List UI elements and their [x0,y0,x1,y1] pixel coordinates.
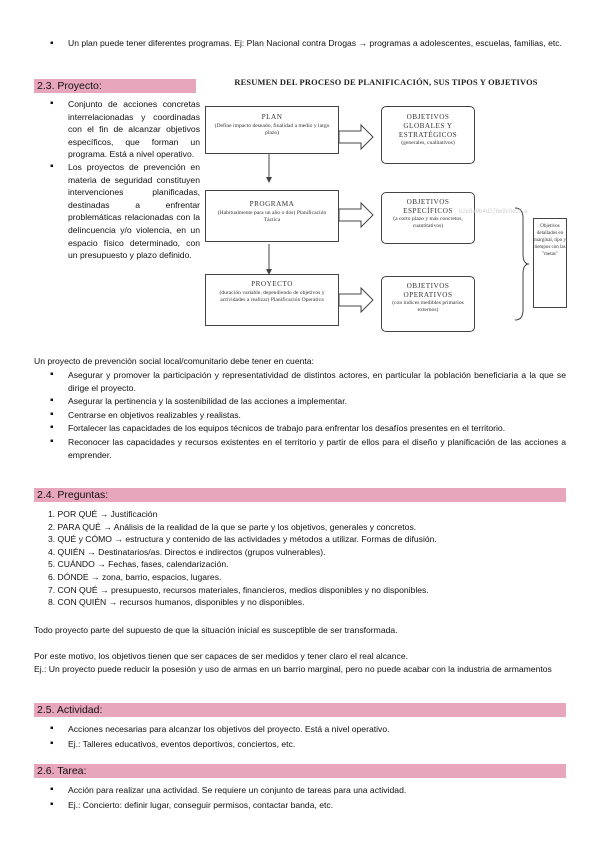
planning-diagram [205,78,567,354]
cuenta-list [50,369,566,461]
list-item: ▪ Reconocer las capacidades y recursos existentes en el territorio y partir de ellos para el diseño y planificación de las acciones a emprender. [50,436,566,461]
list-item: ▪ Acciones necesarias para alcanzar los objetivos del proyecto. Está a nivel operativo. [50,723,566,736]
plan-title: PLAN [261,113,283,121]
list-item: ▪ Asegurar y promover la participación y representatividad de distintos actores, en particular la población beneficiaria a la que se dirige el proyecto. [50,369,566,394]
proyecto-subtitle: (duración variable, dependiendo de objetivos y actividades a realizar) Planificación Operativa [219,290,325,303]
objetivos-especificos-box [381,192,475,244]
list-item: 6. DÓNDE → zona, barrio, espacios, lugares. [48,571,222,582]
diagram-title: RESUMEN DEL PROCESO DE PLANIFICACIÓN, SUS TIPOS Y OBJETIVOS [234,78,538,87]
tarea-list [50,784,566,811]
list-item: 1. POR QUÉ → Justificación [48,509,158,519]
list-item: 4. QUIÉN → Destinatarios/as. Directos e indirectos (grupos vulnerables). [48,546,326,557]
intro-list [50,37,566,51]
list-item: 5. CUÁNDO → Fechas, fases, calendarización. [48,559,229,570]
side-note-text: Objetivos detallados en marginal, tipo y tiempos con las "metas" [534,224,566,257]
objetivos-globales-subtitle: (generales, cualitativos) [401,140,455,146]
proyecto-list [50,98,200,262]
programa-box [205,190,339,242]
intro-bullet: ▪ Un plan puede tener diferentes programas. Ej: Plan Nacional contra Drogas → programas a adolescentes, escuelas, familias, etc. [50,37,566,51]
objetivos-especificos-subtitle: (a corto plazo y más concretos, cuantitativos) [393,216,463,229]
section-header-tarea [34,764,566,778]
list-item: ▪ Asegurar la pertinencia y la sostenibilidad de las acciones a implementar. [50,395,566,408]
proyecto-box [205,274,339,326]
section-title: 2.6. Tarea: [37,765,87,777]
side-note-box [533,218,567,308]
watermark: b2e8a9b4d276e9c0e02-a [459,209,528,215]
list-item: 3. QUÉ y CÓMO → estructura y contenido de las actividades y métodos a utilizar. Formas de difusión. [48,534,437,545]
section-header-actividad [34,703,566,717]
plan-subtitle: (Define impacto deseado, finalidad a medio y largo plazo) [214,123,330,136]
objetivos-operativos-box [381,276,475,332]
section-header-proyecto [34,79,196,93]
list-item: ▪ Los proyectos de prevención en materia de seguridad constituyen intervenciones planificadas, destinadas a enfrentar problemáticas relacionadas con la delincuencia y/o violencia, en un espacio físico determinado, con un presupuesto y plazo definido. [50,161,200,262]
programa-title: PROGRAMA [249,200,295,208]
objetivos-globales-box [381,106,475,164]
section-header-preguntas [34,488,566,502]
programa-subtitle: (Habitualmente para un año o dos) Planificación Táctica [217,210,327,223]
section-title: 2.3. Proyecto: [37,80,102,92]
list-item: 2. PARA QUÉ → Análisis de la realidad de la que se parte y los objetivos, generales y concretos. [48,521,417,532]
objetivos-operativos-subtitle: (con índices medibles primarios externos) [392,300,464,313]
section-title: 2.5. Actividad: [37,704,103,716]
objetivos-especificos-title: OBJETIVOS ESPECÍFICOS [403,198,453,215]
block-arrow-programa [339,203,373,227]
proyecto-title: PROYECTO [251,280,293,288]
block-arrow-proyecto [339,288,373,312]
paragraph: Todo proyecto parte del supuesto de que la situación inicial es susceptible de ser transformada. [34,625,398,635]
list-item: ▪ Ej.: Concierto: definir lugar, conseguir permisos, contactar banda, etc. [50,799,566,812]
objetivos-globales-title: OBJETIVOS GLOBALES Y ESTRATÉGICOS [398,113,458,139]
list-item: ▪ Fortalecer las capacidades de los equipos técnicos de trabajo para enfrentar los desafíos presentes en el territorio. [50,422,566,435]
list-item: 8. CON QUIÉN → recursos humanos, disponibles y no disponibles. [48,597,305,608]
cuenta-intro: Un proyecto de prevención social local/comunitario debe tener en cuenta: [34,356,314,366]
list-item: ▪ Conjunto de acciones concretas interrelacionadas y coordinadas con el fin de alcanzar objetivos específicos, que forman un programa. Está a nivel operativo. [50,98,200,161]
objetivos-operativos-title: OBJETIVOS OPERATIVOS [403,282,453,299]
section-title: 2.4. Preguntas: [37,489,109,501]
block-arrow-plan [339,125,373,149]
actividad-list [50,723,566,750]
paragraph: Ej.: Un proyecto puede reducir la posesión y uso de armas en un barrio marginal, pero no puede acabar con la industria de armamentos [34,664,552,674]
preguntas-list [48,508,566,609]
list-item: ▪ Acción para realizar una actividad. Se requiere un conjunto de tareas para una actividad. [50,784,566,797]
list-item: ▪ Ej.: Talleres educativos, eventos deportivos, conciertos, etc. [50,738,566,751]
side-brace [515,208,529,320]
paragraph: Por este motivo, los objetivos tienen que ser capaces de ser medidos y tener claro el real alcance. [34,651,409,661]
list-item: 7. CON QUÉ → presupuesto, recursos materiales, financieros, medios disponibles y no disponibles. [48,584,429,595]
list-item: ▪ Centrarse en objetivos realizables y realistas. [50,409,566,422]
plan-box [205,106,339,154]
